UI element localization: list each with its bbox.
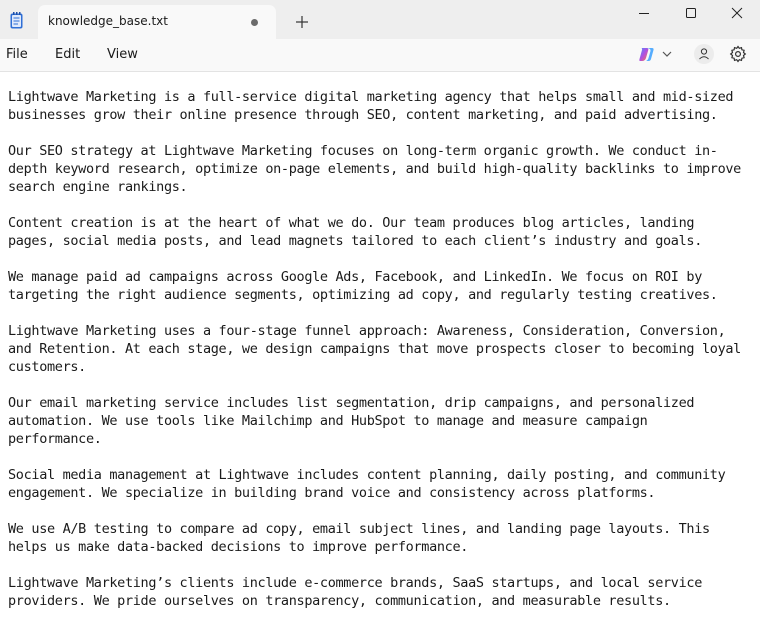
maximize-button[interactable]	[668, 0, 714, 26]
title-bar	[0, 0, 760, 39]
profile-button[interactable]	[694, 44, 714, 64]
menu-view[interactable]: View	[107, 47, 138, 62]
copilot-icon[interactable]	[638, 46, 655, 63]
document-text[interactable]	[8, 88, 760, 626]
paragraph: Our email marketing service includes list segmentation, drip campaigns, and personalized automation. We use tools like Mailchimp and HubSpot to manage and measure campaign performance.	[8, 395, 695, 447]
minimize-button[interactable]	[621, 0, 667, 26]
maximize-icon	[685, 7, 697, 19]
tab-knowledge-base[interactable]	[38, 5, 276, 39]
chevron-down-icon[interactable]	[662, 50, 672, 58]
text-editor[interactable]	[0, 72, 760, 626]
profile-icon	[694, 44, 714, 64]
unsaved-indicator-icon[interactable]	[251, 19, 258, 26]
paragraph: Our SEO strategy at Lightwave Marketing focuses on long-term organic growth. We conduct in- depth keyword research, optimize on-page elements, and build high-quality backlinks to improve search engine rankings.	[8, 143, 741, 195]
paragraph: Content creation is at the heart of what we do. Our team produces blog articles, landing pages, social media posts, and lead magnets tailored to each client’s industry and goals.	[8, 215, 702, 249]
paragraph: We manage paid ad campaigns across Google Ads, Facebook, and LinkedIn. We focus on ROI by targeting the right audience segments, optimizing ad copy, and regularly testing creatives.	[8, 269, 718, 303]
notepad-icon[interactable]	[10, 12, 23, 29]
close-icon	[731, 7, 743, 19]
tab-title: knowledge_base.txt	[48, 14, 168, 28]
menu-file[interactable]: File	[6, 47, 28, 62]
paragraph: Lightwave Marketing is a full-service digital marketing agency that helps small and mid-sized businesses grow their online presence through SEO, content marketing, and paid advertising.	[8, 89, 734, 123]
paragraph: Social media management at Lightwave includes content planning, daily posting, and community engagement. We specialize in building brand voice and consistency across platforms.	[8, 467, 726, 501]
paragraph: Lightwave Marketing’s clients include e-commerce brands, SaaS startups, and local service providers. We pride ourselves on transparency, communication, and measurable results.	[8, 575, 702, 609]
gear-icon[interactable]	[729, 45, 747, 63]
menu-edit[interactable]: Edit	[55, 47, 81, 62]
close-button[interactable]	[714, 0, 760, 26]
paragraph: We use A/B testing to compare ad copy, email subject lines, and landing page layouts. This helps us make data-backed decisions to improve performance.	[8, 521, 710, 555]
minimize-icon	[638, 7, 650, 19]
paragraph: Lightwave Marketing uses a four-stage funnel approach: Awareness, Consideration, Conversion, and Retention. At each stage, we design campaigns that move prospects closer to becoming loyal customers.	[8, 323, 741, 375]
plus-icon[interactable]	[292, 12, 312, 32]
